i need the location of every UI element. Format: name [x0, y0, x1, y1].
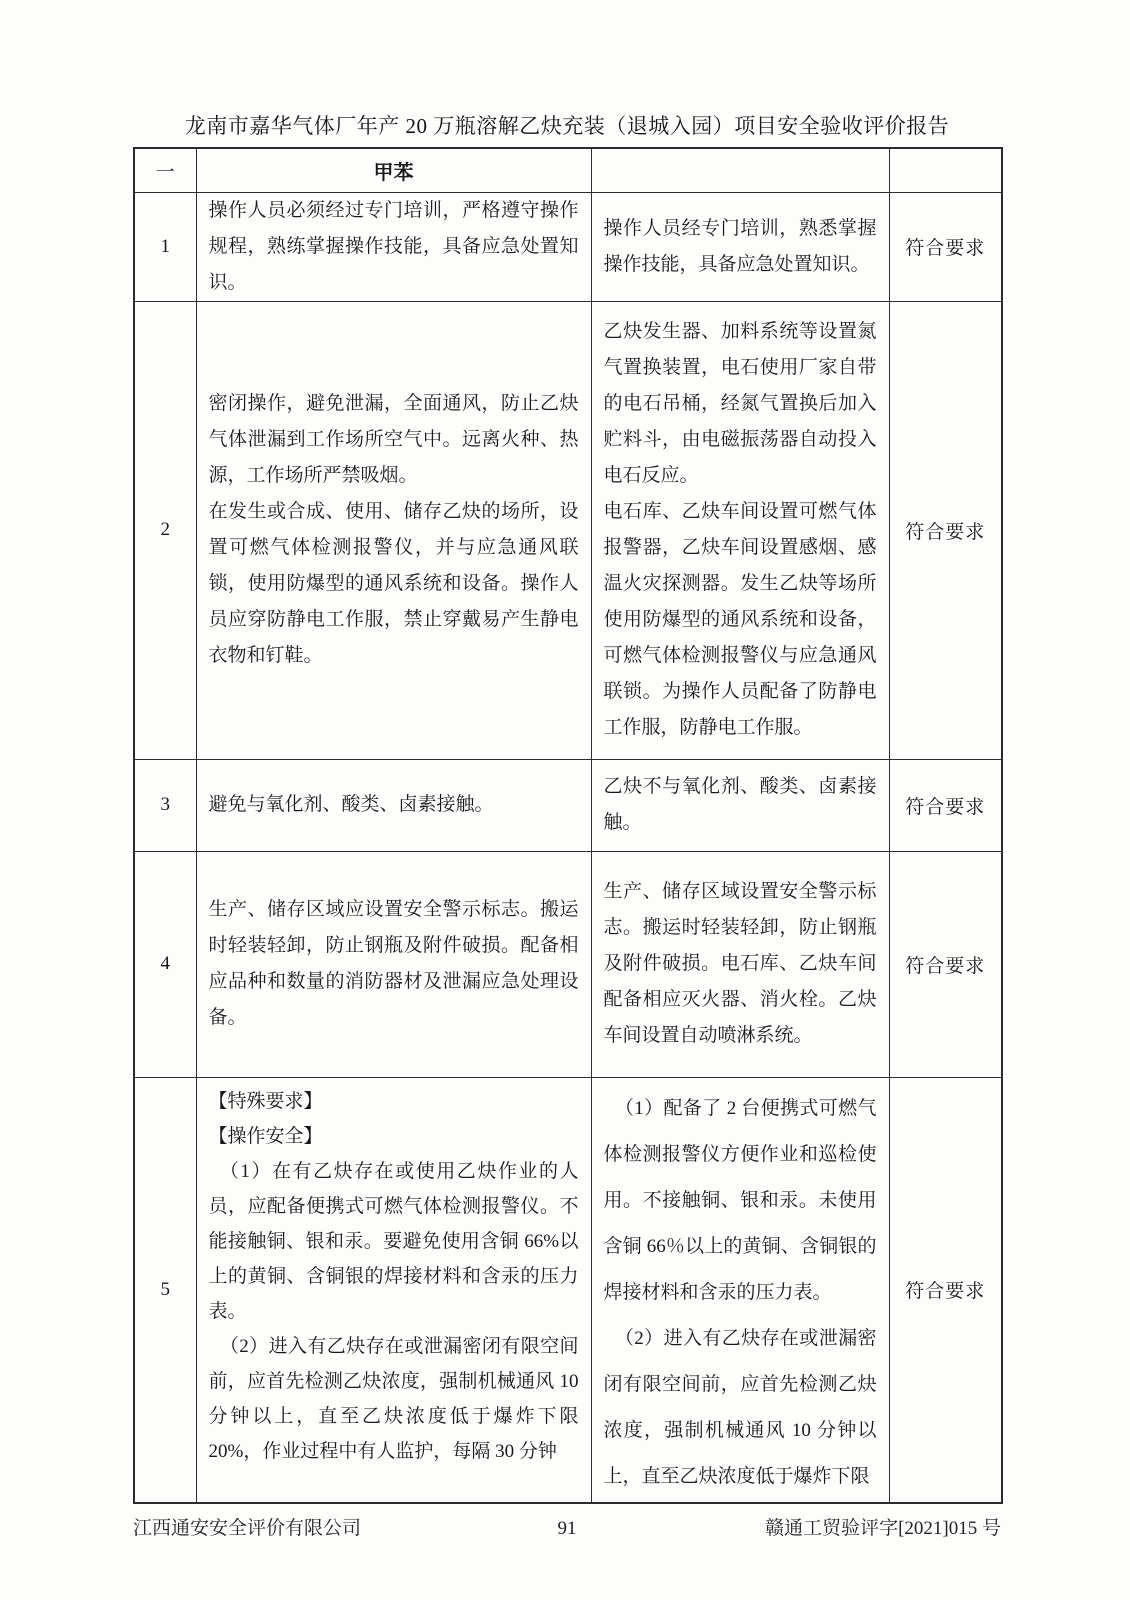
actual-cell: [591, 759, 889, 851]
actual-text: （1）配备了 2 台便携式可燃气体检测报警仪方便作业和巡检使用。不接触铜、银和汞。未使用含铜 66％以上的黄铜、含铜银的焊接材料和含汞的压力表。: [603, 1097, 877, 1303]
actual-cell: [591, 301, 889, 759]
conclusion-cell: 符合要求: [889, 301, 1002, 759]
table-row: [134, 851, 1002, 1077]
requirement-text: （1）在有乙炔存在或使用乙炔作业的人员，应配备便携式可燃气体检测报警仪。不能接触铜、银和汞。要避免使用含铜 66%以上的黄铜、含铜银的焊接材料和含汞的压力表。: [208, 1160, 579, 1322]
requirement-cell: [196, 1077, 591, 1503]
page-footer: [133, 1513, 1001, 1540]
conclusion-cell: 符合要求: [889, 1077, 1002, 1503]
requirement-clip: [209, 1084, 579, 1502]
requirement-text: 【特殊要求】: [208, 1090, 323, 1112]
table-row: [134, 1077, 1002, 1503]
conclusion-cell: 符合要求: [889, 192, 1002, 301]
section-title: 甲苯: [196, 148, 591, 192]
table-section-row: [134, 148, 1002, 192]
section-actual-empty: [591, 148, 889, 192]
row-number: 5: [134, 1077, 196, 1503]
row-number: 3: [134, 759, 196, 851]
actual-text: 操作人员经专门培训，熟悉掌握操作技能，具备应急处置知识。: [603, 217, 877, 275]
page-content: [133, 0, 1001, 1540]
requirement-text: 密闭操作，避免泄漏，全面通风，防止乙炔气体泄漏到工作场所空气中。远离火种、热源，工作场所严禁吸烟。: [208, 393, 579, 486]
footer-company: 江西通安安全评价有限公司: [133, 1517, 362, 1539]
table-row: [134, 759, 1002, 851]
requirement-text: 在发生或合成、使用、储存乙炔的场所，设置可燃气体检测报警仪，并与应急通风联锁，使用防爆型的通风系统和设备。操作人员应穿防静电工作服，禁止穿戴易产生静电衣物和钉鞋。: [208, 501, 579, 666]
actual-cell: [591, 851, 889, 1077]
actual-clip: [604, 1086, 877, 1500]
section-number: 一: [134, 148, 196, 192]
table-row: [134, 301, 1002, 759]
requirement-text: 避免与氧化剂、酸类、卤素接触。: [208, 794, 494, 815]
page-title: 龙南市嘉华气体厂年产 20 万瓶溶解乙炔充装（退城入园）项目安全验收评价报告: [184, 114, 950, 138]
actual-text: 生产、储存区域设置安全警示标志。搬运时轻装轻卸，防止钢瓶及附件破损。电石库、乙炔车间配备相应灭火器、消火栓。乙炔车间设置自动喷淋系统。: [603, 881, 877, 1046]
requirement-cell: [196, 192, 591, 301]
requirement-cell: [196, 301, 591, 759]
actual-text: 乙炔不与氧化剂、酸类、卤素接触。: [603, 776, 877, 833]
row-number: 1: [134, 192, 196, 301]
row-number: 4: [134, 851, 196, 1077]
actual-text: 电石库、乙炔车间设置可燃气体报警器，乙炔车间设置感烟、感温火灾探测器。发生乙炔等场所使用防爆型的通风系统和设备，可燃气体检测报警仪与应急通风联锁。为操作人员配备了防静电工作服，防静电工作服。: [603, 501, 877, 738]
actual-text: （2）进入有乙炔存在或泄漏密闭有限空间前，应首先检测乙炔浓度，强制机械通风 10 分钟以上，直至乙炔浓度低于爆炸下限: [603, 1327, 877, 1487]
row-number: 2: [134, 301, 196, 759]
requirement-cell: [196, 851, 591, 1077]
actual-text: 乙炔发生器、加料系统等设置氮气置换装置，电石使用厂家自带的电石吊桶，经氮气置换后加入贮料斗，由电磁振荡器自动投入电石反应。: [603, 321, 877, 486]
conclusion-cell: 符合要求: [889, 759, 1002, 851]
actual-cell: [591, 192, 889, 301]
footer-page-number: 91: [557, 1517, 577, 1539]
safety-check-table: [133, 147, 1003, 1504]
footer-doc-number: 赣通工贸验评字[2021]015 号: [765, 1517, 1001, 1539]
requirement-cell: [196, 759, 591, 851]
conclusion-cell: 符合要求: [889, 851, 1002, 1077]
table-row: [134, 192, 1002, 301]
actual-cell: [591, 1077, 889, 1503]
section-conclusion-empty: [889, 148, 1002, 192]
requirement-text: 【操作安全】: [208, 1125, 323, 1147]
requirement-text: 操作人员必须经过专门培训，严格遵守操作规程，熟练掌握操作技能，具备应急处置知识。: [208, 199, 579, 293]
requirement-text: 生产、储存区域应设置安全警示标志。搬运时轻装轻卸，防止钢瓶及附件破损。配备相应品种和数量的消防器材及泄漏应急处理设备。: [208, 899, 579, 1028]
requirement-text: （2）进入有乙炔存在或泄漏密闭有限空间前，应首先检测乙炔浓度，强制机械通风 10 分钟以上，直至乙炔浓度低于爆炸下限 20%，作业过程中有人监护，每隔 30 分钟: [208, 1335, 579, 1462]
